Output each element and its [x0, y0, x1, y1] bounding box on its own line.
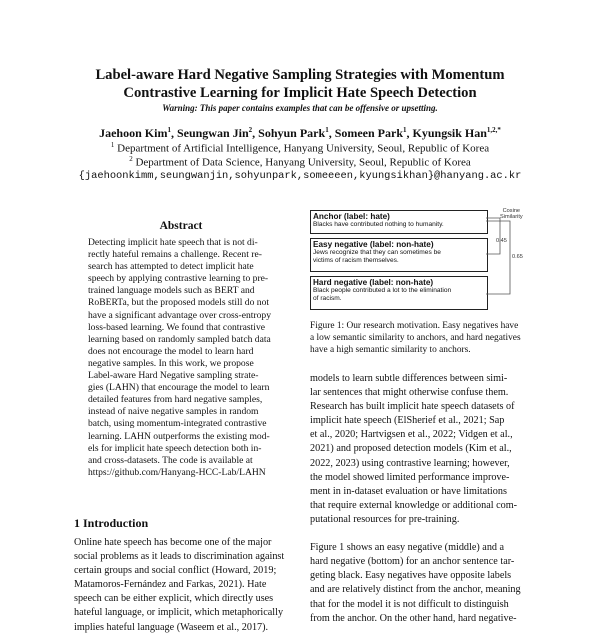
introduction-line: implies hateful language (Waseem et al., 2017). [74, 621, 269, 633]
section-heading-introduction: 1 Introduction [74, 516, 149, 530]
abstract-line: learning. LAHN outperforms the existing mod- [88, 430, 270, 442]
author: Sohyun Park$^1$ [258, 126, 329, 140]
figure-1-caption [310, 321, 534, 356]
introduction-line: Online hate speech has become one of the major [74, 537, 272, 548]
right-column-line: implicit hate speech (ElSherief et al., 2021; Sap [310, 415, 505, 427]
easy-negative-title: Easy negative (label: non-hate) [313, 240, 434, 249]
abstract-heading: Abstract [159, 220, 203, 232]
right-column-line: geting black. Easy negatives have opposite labels [310, 570, 512, 582]
abstract-line: https://github.com/Hanyang-HCC-Lab/LAHN [88, 466, 266, 478]
abstract-line: learning based on randomly sampled batch data [88, 333, 271, 345]
right-column-line [310, 527, 534, 541]
abstract-line: Label-aware Hard Negative sampling strate- [88, 370, 259, 382]
right-column-line: 2021) and proposed detection models (Kim et al., [310, 443, 512, 455]
right-column-line: the model showed limited performance improve- [310, 471, 510, 483]
similarity-connectors [486, 210, 526, 310]
abstract-line: detailed features from hard negative samples, [88, 394, 263, 406]
caption-line: Figure 1: Our research motivation. Easy negatives have [310, 321, 519, 331]
abstract-line: and cross-datasets. The code is available at [88, 454, 253, 466]
introduction-line: social problems as it leads to discrimination against [74, 551, 285, 563]
right-column-line: putational resources for pre-training. [310, 513, 460, 525]
hard-negative-title: Hard negative (label: non-hate) [313, 278, 434, 287]
introduction-text [74, 536, 298, 635]
abstract-line: trained language models such as BERT and [88, 285, 255, 297]
right-column-text [310, 372, 534, 626]
abstract-body [88, 237, 276, 479]
figure-1 [310, 208, 523, 320]
paper-title [0, 66, 600, 102]
easy-similarity-value: 0.45 [496, 238, 507, 244]
easy-negative-text: Jews recognize that they can sometimes be victims of racism themselves. [313, 249, 441, 265]
right-column-line: et al., 2020; Hartvigsen et al., 2022; Vidgen et al., [310, 429, 513, 441]
anchor-text: Blacks have contributed nothing to humanity. [313, 221, 444, 228]
abstract-line: does not encourage the model to learn hard [88, 345, 254, 357]
title-line-1: Label-aware Hard Negative Sampling Strategies with Momentum [95, 67, 505, 83]
right-column-line: and are relatively distinct from the anchor, meaning [310, 584, 521, 596]
author-emails: {jaehoonkimm,seungwanjin,sohyunpark,someeeen,kyungsikhan}@hanyang.ac.kr [78, 170, 522, 182]
caption-line: a low semantic similarity to anchors, and hard negatives [310, 332, 521, 343]
right-column-line: that for the model it is not difficult to distinguish [310, 598, 509, 610]
right-column-line: 2022, 2023) using contrastive learning; however, [310, 457, 510, 469]
cosine-similarity-label: Cosine Similarity [500, 208, 523, 220]
introduction-line: speech can be either explicit, which directly uses [74, 593, 274, 605]
introduction-line: Matamoros-Fernández and Farkas, 2021). Hate [74, 579, 267, 591]
affiliation-2: $^2$ Department of Data Science, Hanyang University, Seoul, Republic of Korea [129, 155, 471, 169]
author-list: Jaehoon Kim$^1$, Seungwan Jin$^2$, Sohyun Park$^1$, Someen Park$^1$, Kyungsik Han$^{1,2,*}$ [99, 126, 501, 140]
anchor-title: Anchor (label: hate) [313, 212, 390, 221]
easy-connector [486, 218, 500, 254]
author: Jaehoon Kim$^1$ [99, 126, 171, 140]
author: Kyungsik Han$^{1,2,*}$ [412, 126, 501, 140]
content-warning: Warning: This paper contains examples that can be offensive or upsetting. [162, 103, 438, 113]
abstract-line: batch, using momentum-integrated contrastive [88, 418, 267, 430]
abstract-line: gies (LAHN) that encourage the model to learn [88, 382, 270, 394]
abstract-line: RoBERTa, but the proposed models still do not [88, 297, 270, 309]
abstract-line: speech by applying contrastive learning to pre- [88, 273, 269, 285]
right-column-line: that require external knowledge or additional com- [310, 499, 518, 511]
affiliation-1: $^1$ Department of Artificial Intelligence, Hanyang University, Seoul, Republic of Korea [110, 141, 490, 155]
right-column-line: Research has built implicit hate speech datasets of [310, 401, 515, 413]
right-column-line: hard negative (bottom) for an anchor sentence tar- [310, 556, 515, 568]
abstract-line: els for implicit hate speech detection both in- [88, 442, 262, 454]
author: Seungwan Jin$^2$ [176, 126, 253, 140]
abstract-line: negative samples. In this work, we propose [88, 357, 254, 369]
easy-negative-box [310, 238, 488, 272]
caption-line: have a high semantic similarity to anchors. [310, 344, 471, 355]
abstract-line: Detecting implicit hate speech that is not di- [88, 237, 258, 248]
hard-connector [486, 221, 510, 294]
anchor-box [310, 210, 488, 234]
abstract-line: rectly hateful remains a challenge. Recent re- [88, 249, 262, 261]
title-line-2: Contrastive Learning for Implicit Hate Speech Detection [123, 85, 477, 101]
right-column-line: models to learn subtle differences between simi- [310, 373, 508, 384]
author: Someen Park$^1$ [334, 126, 407, 140]
right-column-line: ment in in-dataset evaluation or have limitations [310, 485, 507, 497]
hard-negative-box [310, 276, 488, 310]
hard-negative-text: Black people contributed a lot to the elimination of racism. [313, 287, 452, 303]
right-column-line: Figure 1 shows an easy negative (middle) and a [310, 542, 505, 554]
introduction-line: hateful language, or implicit, which metaphorically [74, 607, 284, 619]
abstract-line: loss-based learning. We found that contrastive [88, 321, 266, 333]
introduction-line: certain groups and social conflict (Howard, 2019; [74, 565, 277, 577]
abstract-line: search has attempted to detect implicit hate [88, 261, 254, 273]
right-column-line: lar sentences that might otherwise confuse them. [310, 387, 509, 399]
abstract-line: instead of naive negative samples in random [88, 406, 259, 418]
hard-similarity-value: 0.65 [512, 254, 523, 260]
abstract-line: have a significant advantage over cross-entropy [88, 309, 272, 321]
right-column-line: from the anchor. On the other hand, hard negative- [310, 612, 517, 624]
